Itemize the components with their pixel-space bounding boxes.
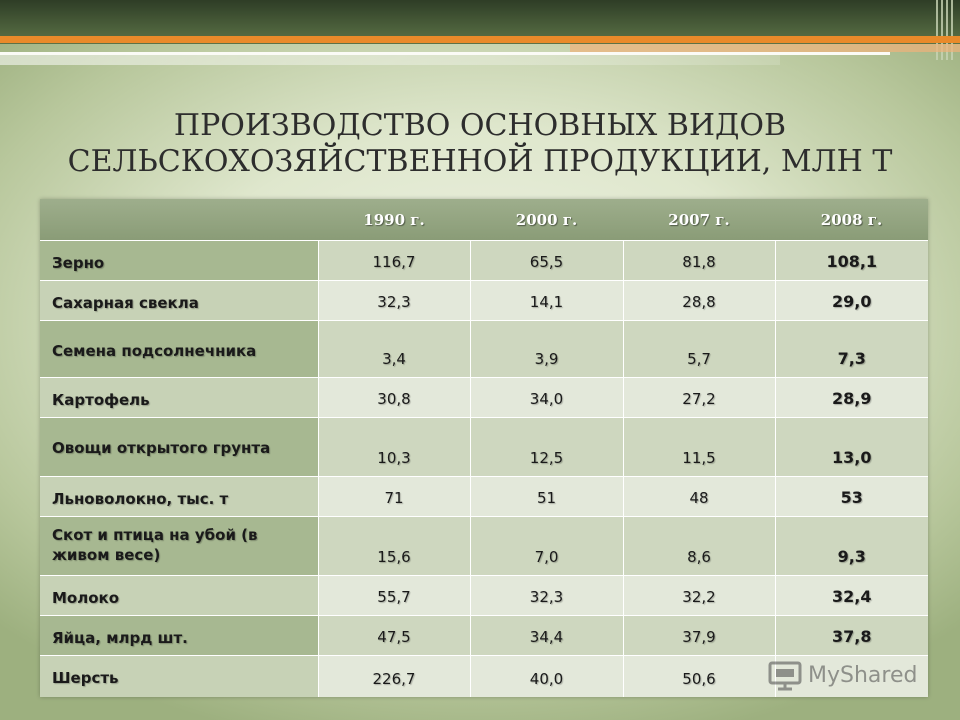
table-cell: 14,1 [470,280,623,320]
orange-accent-bar-secondary [570,44,960,52]
table-cell: 8,6 [623,516,775,575]
row-label: Скот и птица на убой (в живом весе) [40,516,318,575]
row-label: Яйца, млрд шт. [40,615,318,655]
table-cell: 7,0 [470,516,623,575]
row-label: Овощи открытого грунта [40,417,318,476]
table-cell: 27,2 [623,377,775,417]
table-cell: 9,3 [775,516,928,575]
table-cell: 3,4 [318,320,470,377]
table-cell: 32,3 [470,575,623,615]
row-label: Льноволокно, тыс. т [40,476,318,516]
table-cell: 108,1 [775,240,928,280]
table-row [40,476,928,516]
table-cell: 32,3 [318,280,470,320]
myshared-watermark [768,657,917,693]
table-cell: 15,6 [318,516,470,575]
slide-title [60,108,900,180]
column-header-2000: 2000 г. [470,199,623,240]
table-cell: 55,7 [318,575,470,615]
slide-title-line-2: СЕЛЬСКОХОЗЯЙСТВЕННОЙ ПРОДУКЦИИ, МЛН Т [67,144,893,179]
row-label: Семена подсолнечника [40,320,318,377]
table-cell: 47,5 [318,615,470,655]
table-cell: 13,0 [775,417,928,476]
table-cell: 32,2 [623,575,775,615]
column-header-2008: 2008 г. [775,199,928,240]
row-label: Шерсть [40,655,318,697]
table-row [40,417,928,476]
row-label: Картофель [40,377,318,417]
table-cell: 11,5 [623,417,775,476]
table-row [40,377,928,417]
table-cell: 34,0 [470,377,623,417]
table-header-row [40,199,928,240]
table-cell: 28,8 [623,280,775,320]
table-row [40,240,928,280]
table-cell: 48 [623,476,775,516]
row-label: Молоко [40,575,318,615]
table-cell: 51 [470,476,623,516]
column-header-2007: 2007 г. [623,199,775,240]
column-header-1990: 1990 г. [318,199,470,240]
table-cell: 50,6 [623,655,775,697]
table-cell: 226,7 [318,655,470,697]
table-cell: 12,5 [470,417,623,476]
table-cell: 34,4 [470,615,623,655]
light-decorative-strip [0,55,780,65]
table-cell: 29,0 [775,280,928,320]
table-row [40,575,928,615]
table-cell: 71 [318,476,470,516]
orange-accent-bar [0,36,960,43]
table-cell: 37,8 [775,615,928,655]
projector-screen-icon [768,659,802,691]
table-cell: 40,0 [470,655,623,697]
table-cell: 7,3 [775,320,928,377]
table-cell: 81,8 [623,240,775,280]
table-cell: 30,8 [318,377,470,417]
row-label: Сахарная свекла [40,280,318,320]
table-cell: 5,7 [623,320,775,377]
table-cell: 32,4 [775,575,928,615]
table-row [40,615,928,655]
row-label: Зерно [40,240,318,280]
table-corner-cell [40,199,318,240]
table-row [40,516,928,575]
table-cell: 37,9 [623,615,775,655]
table-cell: 53 [775,476,928,516]
table-cell: 3,9 [470,320,623,377]
table-cell: 10,3 [318,417,470,476]
table-row [40,280,928,320]
table-cell: 65,5 [470,240,623,280]
slide-title-line-1: ПРОИЗВОДСТВО ОСНОВНЫХ ВИДОВ [173,108,787,143]
watermark-text: MyShared [808,662,918,688]
table-cell: 28,9 [775,377,928,417]
production-table [40,199,928,697]
table-cell: 116,7 [318,240,470,280]
table-row [40,320,928,377]
